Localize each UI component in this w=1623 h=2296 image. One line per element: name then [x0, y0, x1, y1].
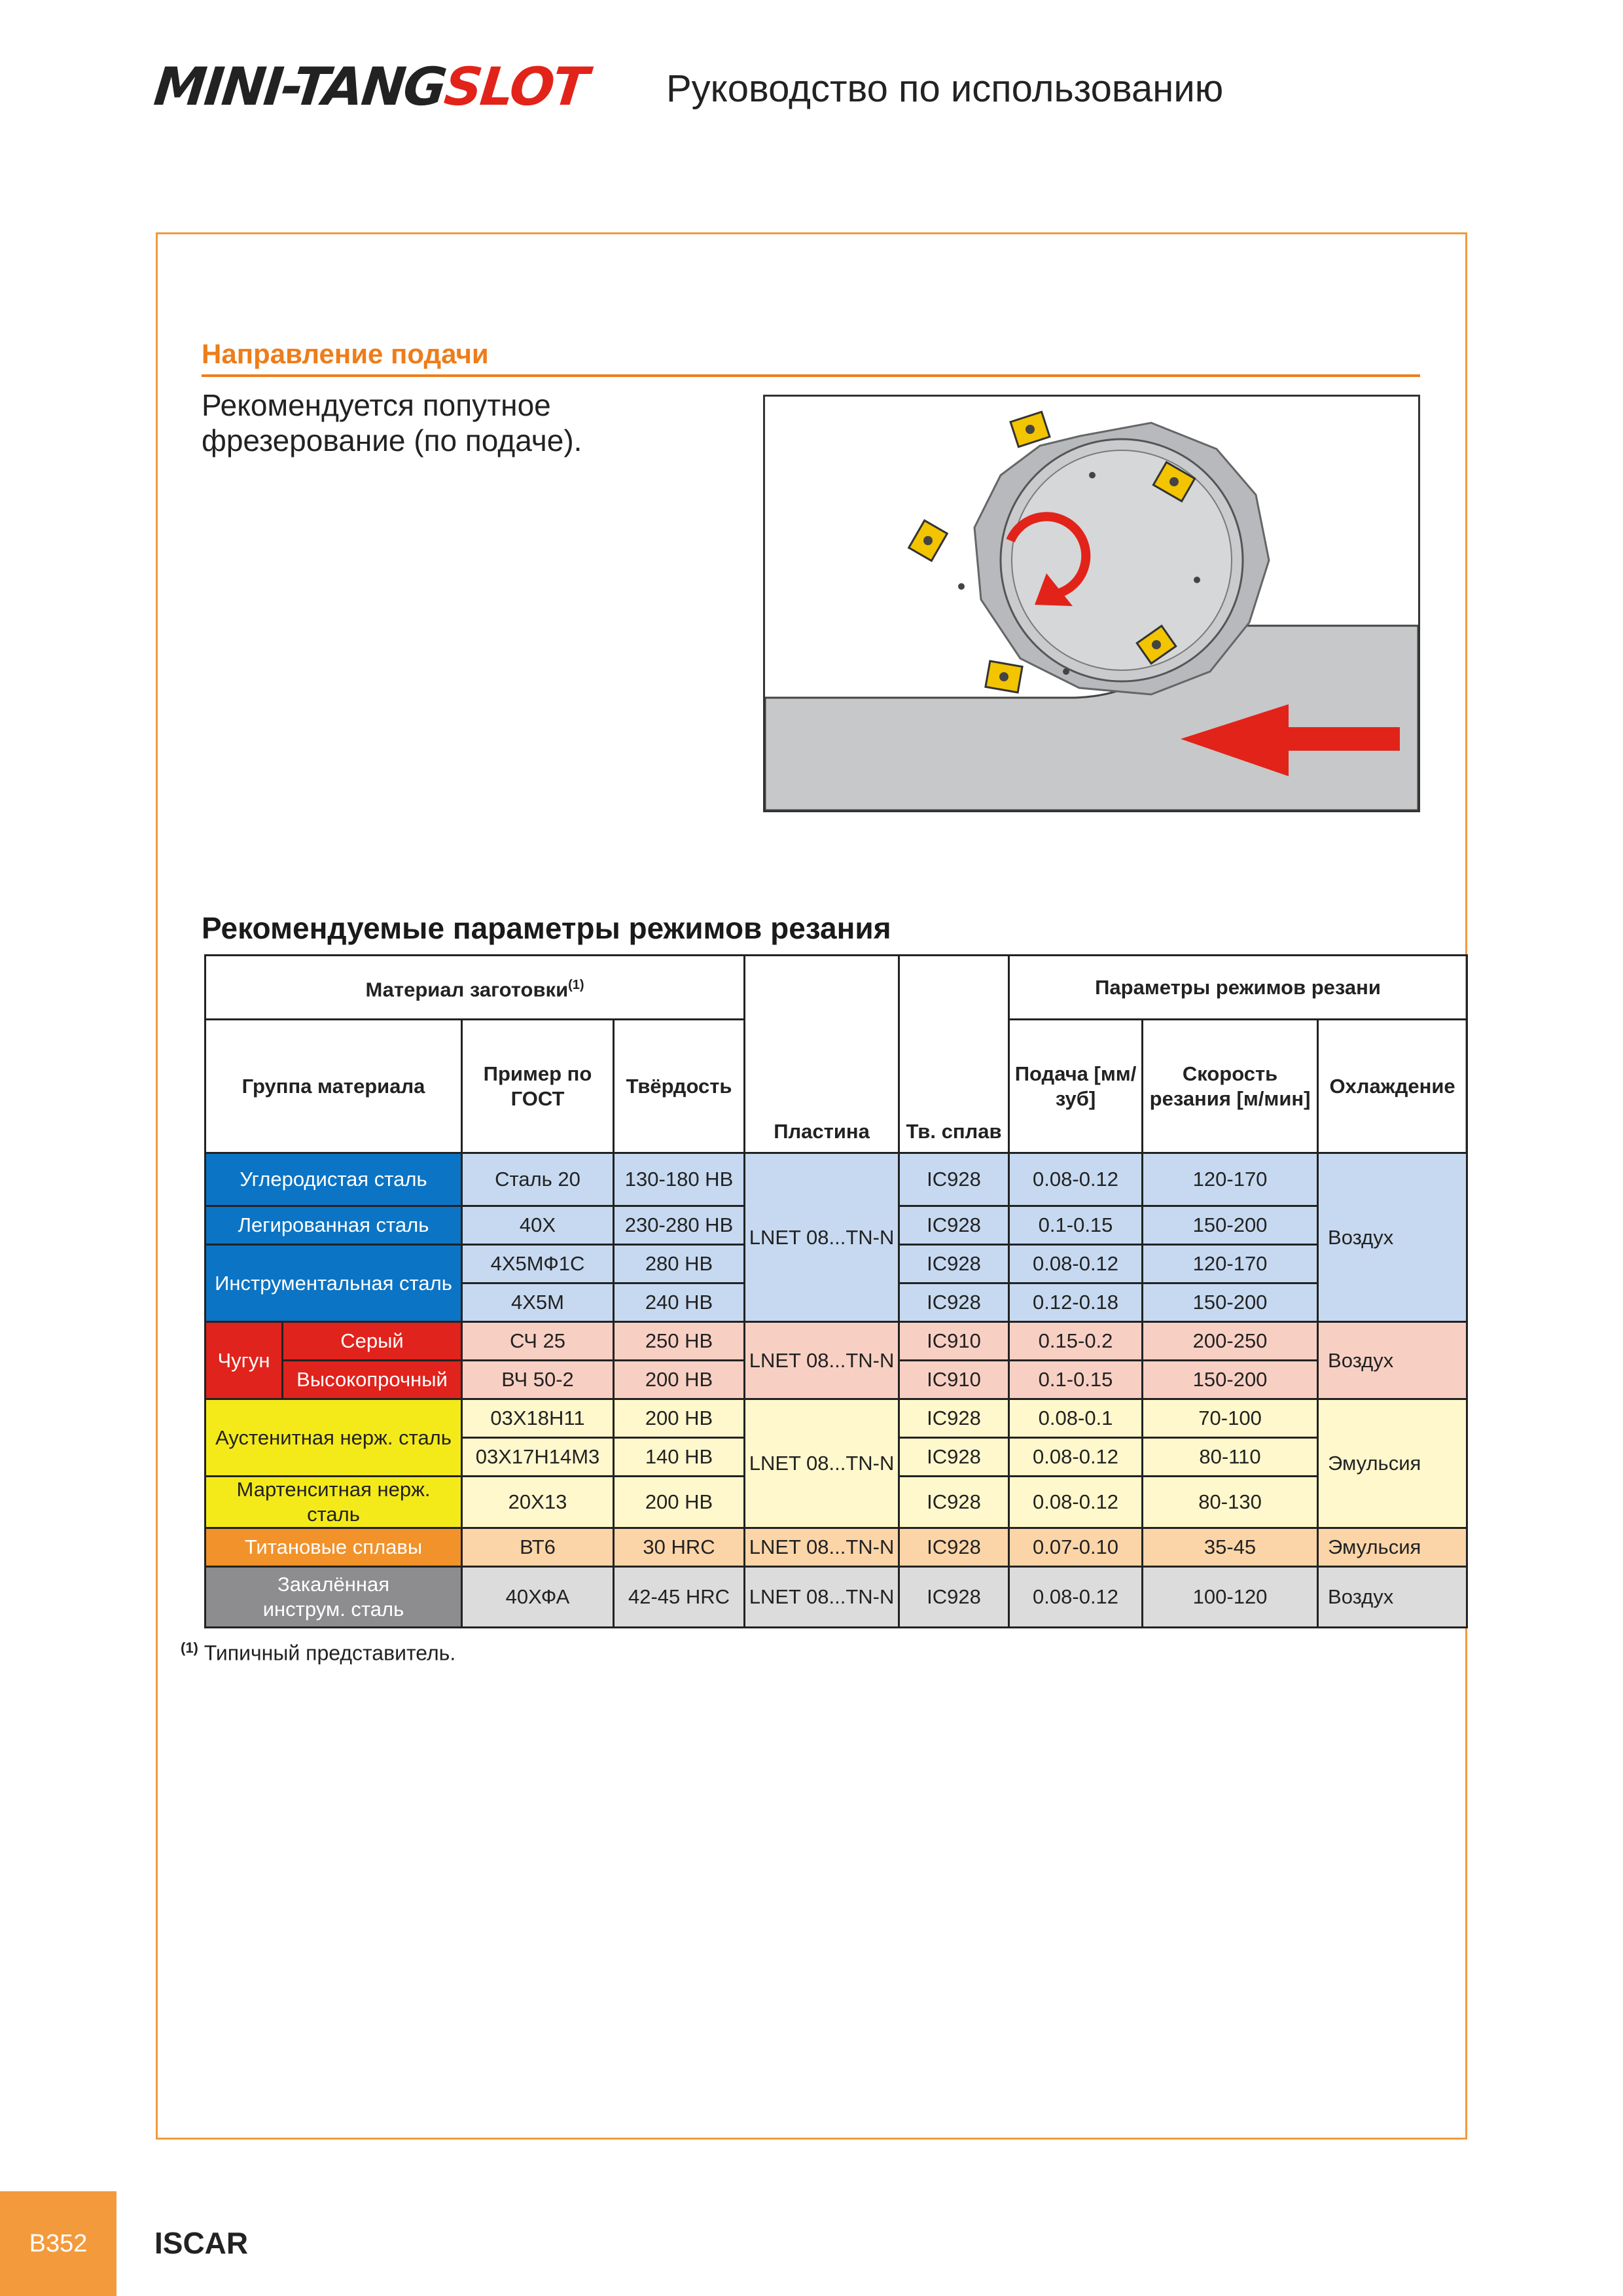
feed-cell: 0.1-0.15 — [1009, 1361, 1143, 1399]
feed-cell: 0.12-0.18 — [1009, 1283, 1143, 1322]
group-carbon-steel: Углеродистая сталь — [205, 1153, 462, 1206]
group-martensitic-stainless: Мартенситная нерж. сталь — [205, 1477, 462, 1528]
material-header: Материал заготовки$^{(1)}$ — [205, 956, 745, 1020]
hardness-cell: 280 HB — [614, 1245, 745, 1283]
cooling-cell: Эмульсия — [1318, 1528, 1467, 1567]
grade-cell: IC928 — [899, 1206, 1009, 1245]
grade-cell: IC928 — [899, 1283, 1009, 1322]
cooling-header: Охлаждение — [1318, 1020, 1467, 1153]
gost-cell: 4Х5М — [462, 1283, 614, 1322]
speed-cell: 150-200 — [1143, 1361, 1318, 1399]
feed-header: Подача [мм/зуб] — [1009, 1020, 1143, 1153]
group-alloy-steel: Легированная сталь — [205, 1206, 462, 1245]
feed-cell: 0.07-0.10 — [1009, 1528, 1143, 1567]
feed-cell: 0.1-0.15 — [1009, 1206, 1143, 1245]
gost-cell: 4Х5МФ1С — [462, 1245, 614, 1283]
footnote: $^{(1)}$ Типичный представитель. — [181, 1640, 456, 1665]
page-number-tab: B352 — [0, 2191, 116, 2296]
gost-cell: ВТ6 — [462, 1528, 614, 1567]
group-grey-iron: Серый — [283, 1322, 462, 1361]
hardness-cell: 42-45 HRC — [614, 1567, 745, 1628]
insert-header: Пластина — [745, 956, 899, 1153]
speed-header: Скорость резания [м/мин] — [1143, 1020, 1318, 1153]
grade-cell: IC928 — [899, 1153, 1009, 1206]
table-row — [205, 1153, 1467, 1206]
climb-milling-svg — [765, 397, 1418, 810]
speed-cell: 80-110 — [1143, 1438, 1318, 1477]
params-header: Параметры режимов резани — [1009, 956, 1467, 1020]
table-row — [205, 1567, 1467, 1628]
cutting-params-title: Рекомендуемые параметры режимов резания — [202, 911, 891, 945]
hardness-cell: 130-180 HB — [614, 1153, 745, 1206]
iscar-brand: ISCAR — [154, 2226, 249, 2260]
speed-cell: 120-170 — [1143, 1245, 1318, 1283]
table-row — [205, 1528, 1467, 1567]
feed-cell: 0.08-0.12 — [1009, 1153, 1143, 1206]
feed-cell: 0.08-0.12 — [1009, 1438, 1143, 1477]
gost-cell: 03Х18Н11 — [462, 1399, 614, 1438]
hardness-cell: 140 HB — [614, 1438, 745, 1477]
group-header: Группа материала — [205, 1020, 462, 1153]
group-austenitic-stainless: Аустенитная нерж. сталь — [205, 1399, 462, 1477]
feed-cell: 0.08-0.12 — [1009, 1567, 1143, 1628]
speed-cell: 35-45 — [1143, 1528, 1318, 1567]
hardness-cell: 240 HB — [614, 1283, 745, 1322]
speed-cell: 100-120 — [1143, 1567, 1318, 1628]
speed-cell: 150-200 — [1143, 1206, 1318, 1245]
grade-cell: IC910 — [899, 1322, 1009, 1361]
speed-cell: 80-130 — [1143, 1477, 1318, 1528]
insert-cell: LNET 08...TN-N — [745, 1567, 899, 1628]
hardness-cell: 200 HB — [614, 1399, 745, 1438]
feed-direction-title: Направление подачи — [202, 335, 1420, 377]
hardness-cell: 30 HRC — [614, 1528, 745, 1567]
gost-cell: 40ХФА — [462, 1567, 614, 1628]
hardness-header: Твёрдость — [614, 1020, 745, 1153]
gost-cell: 40Х — [462, 1206, 614, 1245]
table-header-row-top — [205, 956, 1467, 1020]
insert-cell: LNET 08...TN-N — [745, 1153, 899, 1322]
cooling-cell: Воздух — [1318, 1153, 1467, 1322]
insert-cell: LNET 08...TN-N — [745, 1528, 899, 1567]
feed-cell: 0.08-0.12 — [1009, 1477, 1143, 1528]
page-header-title: Руководство по использованию — [666, 67, 1224, 110]
grade-cell: IC910 — [899, 1361, 1009, 1399]
grade-cell: IC928 — [899, 1477, 1009, 1528]
hardness-cell: 250 HB — [614, 1322, 745, 1361]
insert-cell: LNET 08...TN-N — [745, 1399, 899, 1528]
grade-cell: IC928 — [899, 1245, 1009, 1283]
group-titanium: Титановые сплавы — [205, 1528, 462, 1567]
feed-cell: 0.08-0.1 — [1009, 1399, 1143, 1438]
mini-tangslot-logo: MINI-TANGSLOT — [151, 56, 590, 117]
gost-header: Пример по ГОСТ — [462, 1020, 614, 1153]
group-cast-iron: Чугун — [205, 1322, 283, 1399]
cooling-cell: Воздух — [1318, 1322, 1467, 1399]
speed-cell: 70-100 — [1143, 1399, 1318, 1438]
hardness-cell: 200 HB — [614, 1361, 745, 1399]
speed-cell: 120-170 — [1143, 1153, 1318, 1206]
table-row — [205, 1322, 1467, 1361]
grade-header: Тв. сплав — [899, 956, 1009, 1153]
gost-cell: 03Х17Н14М3 — [462, 1438, 614, 1477]
feed-direction-text: Рекомендуется попутное фрезерование (по подаче). — [202, 388, 582, 457]
gost-cell: ВЧ 50-2 — [462, 1361, 614, 1399]
insert-cell: LNET 08...TN-N — [745, 1322, 899, 1399]
feed-cell: 0.15-0.2 — [1009, 1322, 1143, 1361]
hardness-cell: 230-280 HB — [614, 1206, 745, 1245]
grade-cell: IC928 — [899, 1567, 1009, 1628]
feed-cell: 0.08-0.12 — [1009, 1245, 1143, 1283]
group-hardened-steel: Закалённая инструм. сталь — [205, 1567, 462, 1628]
climb-milling-illustration — [763, 395, 1420, 812]
speed-cell: 150-200 — [1143, 1283, 1318, 1322]
cooling-cell: Эмульсия — [1318, 1399, 1467, 1528]
grade-cell: IC928 — [899, 1399, 1009, 1438]
cutting-params-table — [204, 954, 1468, 1628]
grade-cell: IC928 — [899, 1528, 1009, 1567]
table-row — [205, 1399, 1467, 1438]
gost-cell: СЧ 25 — [462, 1322, 614, 1361]
group-ductile-iron: Высокопрочный — [283, 1361, 462, 1399]
hardness-cell: 200 HB — [614, 1477, 745, 1528]
gost-cell: 20Х13 — [462, 1477, 614, 1528]
speed-cell: 200-250 — [1143, 1322, 1318, 1361]
cooling-cell: Воздух — [1318, 1567, 1467, 1628]
gost-cell: Сталь 20 — [462, 1153, 614, 1206]
group-tool-steel: Инструментальная сталь — [205, 1245, 462, 1322]
grade-cell: IC928 — [899, 1438, 1009, 1477]
